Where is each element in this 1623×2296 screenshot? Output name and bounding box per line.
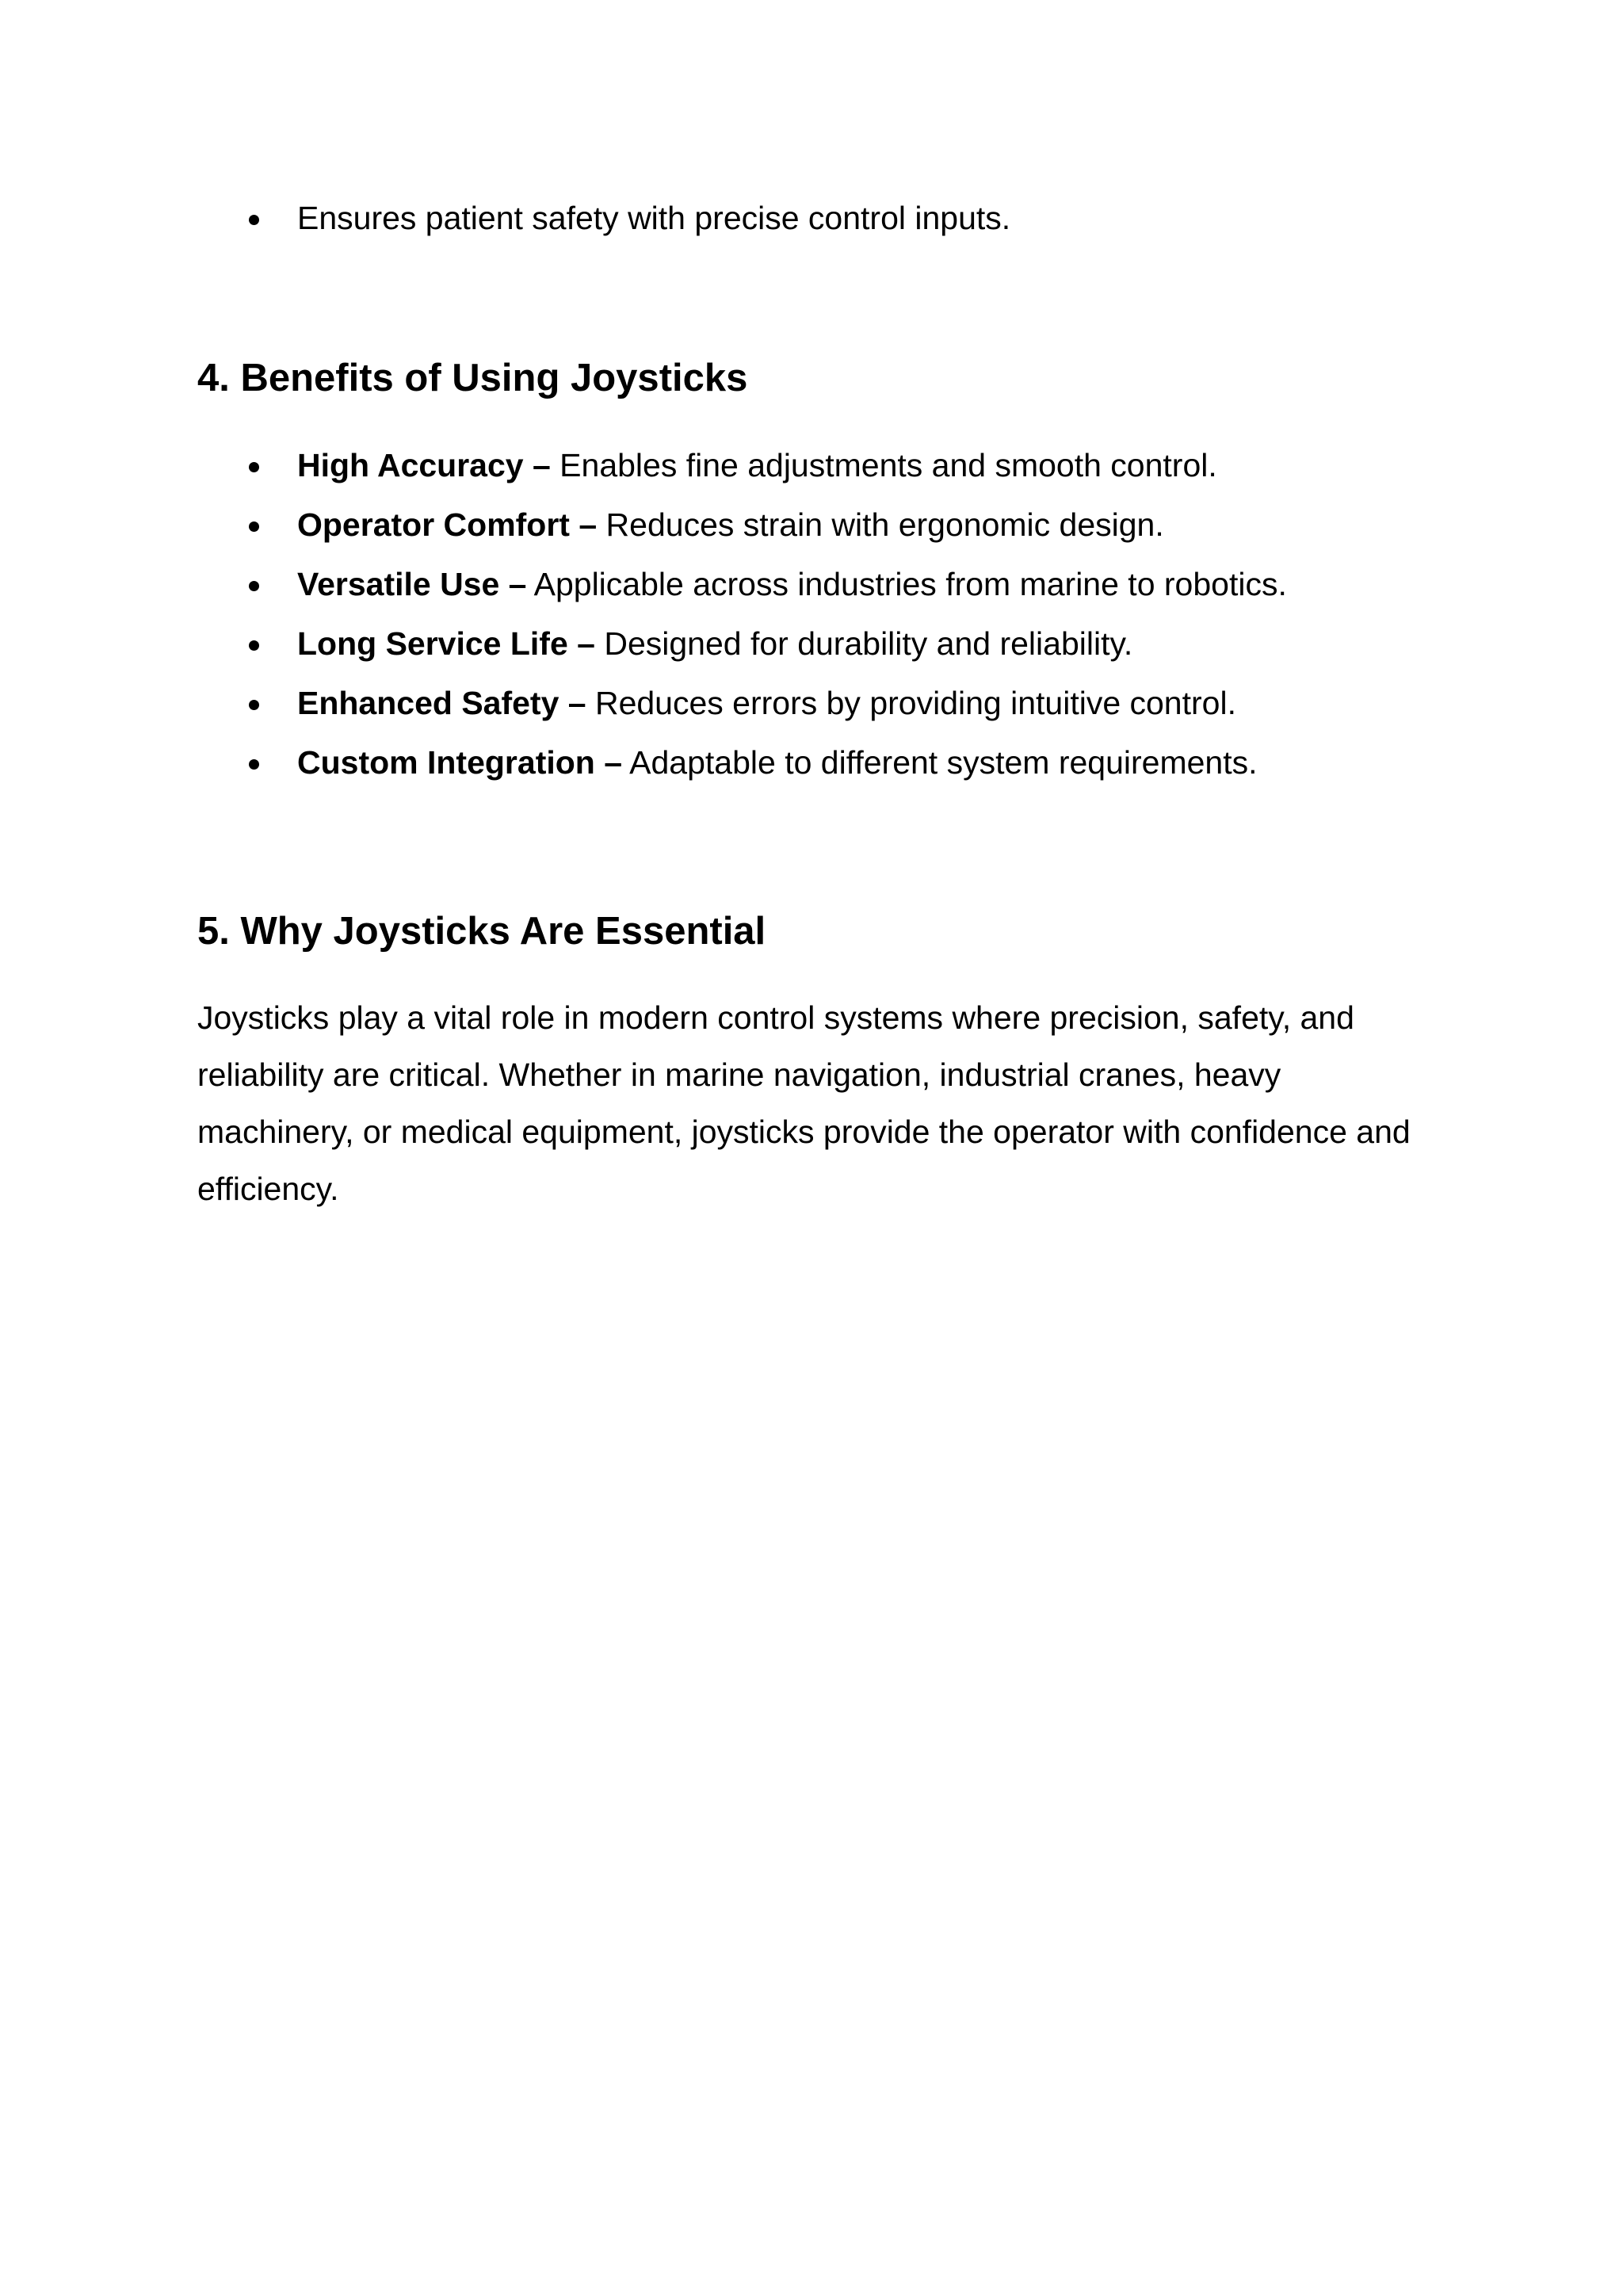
list-item: [0, 189, 1623, 248]
list-item-text: [297, 495, 1164, 555]
top-bullet-list: [0, 189, 1623, 248]
list-item-text: [297, 555, 1287, 614]
body-paragraph: Joysticks play a vital role in modern control systems where precision, safety, and reliability are critical. Whether in marine navigation, industrial cranes, heavy machinery, or medical equipment, joysticks provide the operator with confidence and efficiency.: [197, 999, 1411, 1207]
list-item-description: Enables fine adjustments and smooth control.: [550, 447, 1217, 483]
bullet-icon: [249, 462, 259, 472]
list-item-text: [297, 674, 1236, 733]
list-item-term: High Accuracy –: [297, 447, 551, 483]
list-item: [0, 614, 1623, 674]
list-item-term: Operator Comfort –: [297, 506, 598, 543]
list-item-description: Adaptable to different system requirements.: [622, 744, 1258, 781]
list-item: [0, 674, 1623, 733]
list-item-description: Applicable across industries from marine to robotics.: [526, 566, 1287, 602]
list-item: [0, 555, 1623, 614]
bullet-icon: [249, 759, 259, 770]
list-item: [0, 733, 1623, 793]
list-item-description: Designed for durability and reliability.: [594, 625, 1133, 662]
bullet-icon: [249, 640, 259, 651]
list-item-description: Reduces strain with ergonomic design.: [597, 506, 1164, 543]
list-item-text: [297, 733, 1258, 793]
bullet-icon: [249, 581, 259, 591]
list-item-term: Enhanced Safety –: [297, 685, 586, 721]
benefits-list: [0, 436, 1623, 793]
list-item-text: [297, 614, 1132, 674]
bullet-icon: [249, 700, 259, 710]
section-heading-essential: 5. Why Joysticks Are Essential: [197, 910, 766, 953]
bullet-icon: [249, 521, 259, 532]
list-item-term: Long Service Life –: [297, 625, 595, 662]
list-item-term: Versatile Use –: [297, 566, 527, 602]
list-item-text: [297, 436, 1217, 495]
section-heading-benefits: 4. Benefits of Using Joysticks: [197, 357, 748, 399]
bullet-icon: [249, 215, 259, 225]
list-item: [0, 495, 1623, 555]
list-item-term: Custom Integration –: [297, 744, 623, 781]
list-item: [0, 436, 1623, 495]
list-item-text: Ensures patient safety with precise control inputs.: [297, 200, 1011, 236]
list-item-description: Reduces errors by providing intuitive control.: [586, 685, 1236, 721]
